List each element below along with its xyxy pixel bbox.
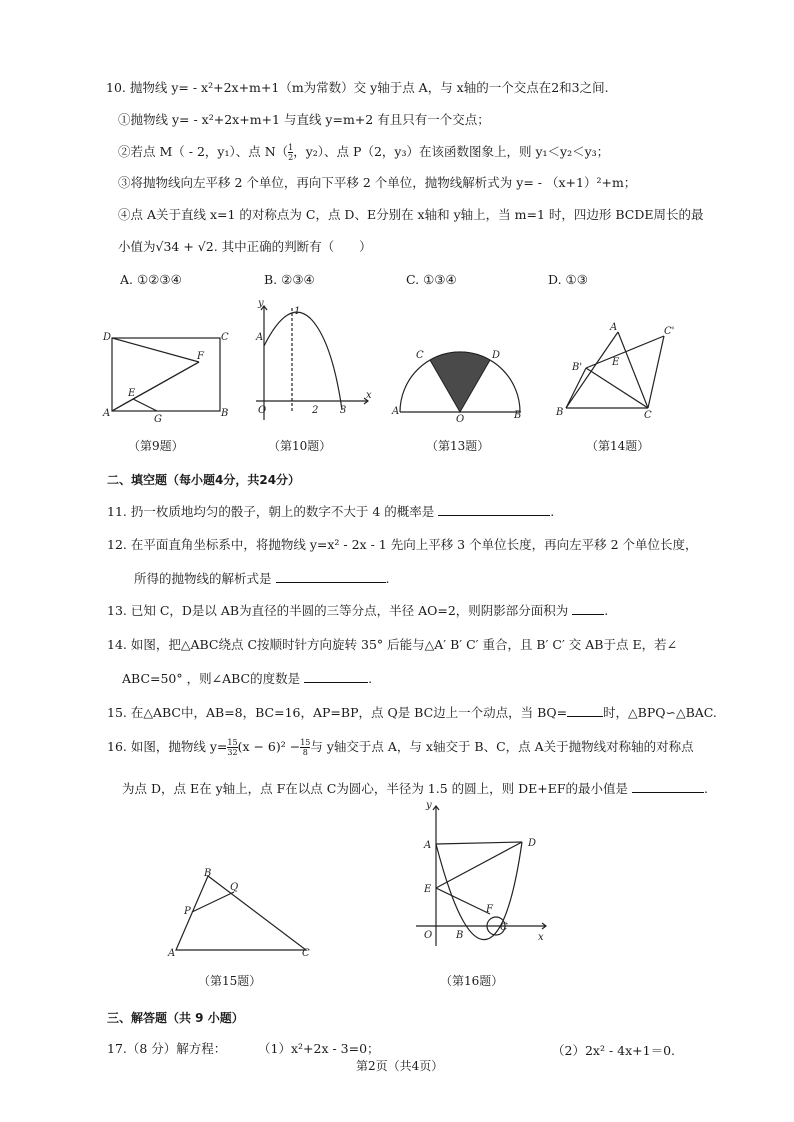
q14-text: ABC=50° ，则∠ABC的度数是 bbox=[122, 671, 301, 686]
caption-fig14: （第14题） bbox=[586, 439, 650, 453]
q16-text-2: (x − 6)² − bbox=[237, 739, 301, 754]
fig16-segment-ed bbox=[436, 842, 522, 888]
fig13-label-d: D bbox=[492, 350, 501, 361]
fig16-segment-ad bbox=[436, 842, 522, 844]
fig10-label-3: 3 bbox=[340, 405, 347, 416]
fig16-segment-ef bbox=[436, 888, 490, 914]
q10-statement-2 bbox=[118, 143, 609, 162]
q12-text: 所得的抛物线的解析式是 bbox=[134, 571, 272, 586]
fig13-label-o: O bbox=[456, 414, 465, 425]
fig14-line-b2c bbox=[586, 368, 648, 408]
fig14-label-b: B bbox=[556, 407, 564, 418]
q10-statement-4-cont: 小值为√34 + √2. 其中正确的判断有（ ） bbox=[118, 239, 372, 254]
fig13-label-a: A bbox=[392, 406, 400, 417]
q13-text: 13. 已知 C，D是以 AB为直径的半圆的三等分点，半径 AO=2，则阴影部分面积为 bbox=[107, 603, 569, 618]
caption-fig9: （第9题） bbox=[128, 439, 184, 453]
option-c: C. ①③④ bbox=[406, 272, 457, 287]
fig10-label-a: A bbox=[256, 332, 264, 343]
q13-answer-blank[interactable] bbox=[572, 602, 604, 615]
q14-line-1: 14. 如图，把△ABC绕点 C按顺时针方向旋转 35° 后能与△A′ B′ C′ 重合，且 B′ C′ 交 AB于点 E，若∠ bbox=[107, 637, 678, 652]
fig9-label-g: G bbox=[154, 414, 162, 425]
fig9-label-b: B bbox=[221, 408, 229, 419]
q17-part-2: （2）2x² - 4x+1＝0. bbox=[552, 1043, 675, 1058]
fig16-label-b: B bbox=[456, 930, 464, 941]
q16-text-1: 16. 如图，抛物线 y= bbox=[107, 739, 228, 754]
fig10-parabola bbox=[264, 312, 342, 410]
q12-line-1: 12. 在平面直角坐标系中，将抛物线 y=x² - 2x - 1 先向上平移 3 个单位长度，再向左平移 2 个单位长度， bbox=[107, 537, 698, 552]
fig10-label-2: 2 bbox=[312, 405, 319, 416]
fig15-label-q: Q bbox=[230, 882, 239, 893]
fig9-label-d: D bbox=[103, 332, 112, 343]
q11-answer-blank[interactable] bbox=[438, 503, 550, 516]
q14-answer-blank[interactable] bbox=[304, 670, 368, 683]
fig16-label-e: E bbox=[424, 884, 432, 895]
q16-text-3: 与 y轴交于点 A，与 x轴交于 B、C，点 A关于抛物线对称轴的对称点 bbox=[310, 739, 694, 754]
fig9-line-ef bbox=[133, 362, 199, 399]
q13: 13. 已知 C，D是以 AB为直径的半圆的三等分点，半径 AO=2，则阴影部分面积为 . bbox=[107, 603, 609, 618]
fig16-label-o: O bbox=[424, 930, 433, 941]
fig13-label-b: B bbox=[514, 410, 522, 421]
fig15-triangle-abc bbox=[176, 876, 306, 950]
fig16-parabola bbox=[436, 842, 522, 940]
section-2-heading: 二、填空题（每小题4分，共24分） bbox=[107, 473, 301, 487]
q16-line-2: 为点 D，点 E在 y轴上，点 F在以点 C为圆心，半径为 1.5 的圆上，则 DE+EF的最小值是 . bbox=[122, 781, 709, 796]
fig13-shaded-region bbox=[430, 352, 490, 412]
q10-statement-4: ④点 A关于直线 x=1 的对称点为 C，点 D、E分别在 x轴和 y轴上，当 m=1 时，四边形 BCDE周长的最 bbox=[118, 207, 704, 222]
fig10-label-o: O bbox=[258, 405, 267, 416]
fig16-label-a: A bbox=[424, 840, 432, 851]
q11-text: 11. 扔一枚质地均匀的骰子，朝上的数字不大于 4 的概率是 bbox=[107, 504, 435, 519]
q12-answer-blank[interactable] bbox=[276, 570, 386, 583]
fig10-label-1: 1 bbox=[294, 306, 301, 317]
fig14-line-b2c2 bbox=[586, 336, 664, 368]
option-a: A. ①②③④ bbox=[120, 272, 182, 287]
q10-stem: 10. 抛物线 y= - x²+2x+m+1（m为常数）交 y轴于点 A，与 x轴的一个交点在2和3之间. bbox=[106, 80, 609, 95]
q15-answer-blank[interactable] bbox=[567, 704, 603, 717]
section-3-heading: 三、解答题（共 9 小题） bbox=[107, 1011, 244, 1025]
fig15-label-c: C bbox=[302, 948, 310, 959]
fig13-label-c: C bbox=[416, 350, 424, 361]
fig9-line-df bbox=[112, 338, 199, 362]
q10-statement-1: ①抛物线 y= - x²+2x+m+1 与直线 y=m+2 有且只有一个交点； bbox=[118, 112, 490, 127]
q17-part-1: （1）x²+2x - 3=0； bbox=[258, 1041, 380, 1056]
q15 bbox=[107, 704, 717, 721]
fig15-label-b: B bbox=[204, 868, 212, 879]
q16-line-1 bbox=[107, 738, 694, 758]
figure-14 bbox=[552, 318, 682, 423]
fig14-line-bb2 bbox=[566, 368, 586, 408]
q15-text-b: 时，△BPQ∽△BAC. bbox=[603, 705, 717, 720]
fig16-label-d: D bbox=[528, 838, 537, 849]
fig15-label-p: P bbox=[184, 906, 191, 917]
fig14-line-cc2 bbox=[648, 336, 664, 408]
figure-10 bbox=[250, 300, 375, 425]
figure-13 bbox=[392, 340, 527, 425]
q10-statement-3: ③将抛物线向左平移 2 个单位，再向下平移 2 个单位，抛物线解析式为 y= - （x+1）²+m； bbox=[118, 175, 637, 190]
fig9-line-ae bbox=[112, 399, 133, 411]
fig14-label-b-prime: B' bbox=[572, 362, 583, 373]
q16-text-4: 为点 D，点 E在 y轴上，点 F在以点 C为圆心，半径为 1.5 的圆上，则 DE+EF的最小值是 bbox=[122, 781, 629, 796]
page-footer: 第2页（共4页） bbox=[356, 1059, 444, 1073]
fig9-label-a: A bbox=[103, 408, 111, 419]
fig9-label-f: F bbox=[197, 351, 204, 362]
q17-heading: 17.（8 分）解方程： bbox=[107, 1041, 227, 1056]
q10-s2-part-b: ，y₂）、点 P（2，y₃）在该函数图象上，则 y₁＜y₂＜y₃； bbox=[293, 144, 610, 159]
option-b: B. ②③④ bbox=[264, 272, 315, 287]
caption-fig16: （第16题） bbox=[440, 974, 504, 988]
fig15-label-a: A bbox=[168, 948, 176, 959]
fig9-label-c: C bbox=[221, 332, 229, 343]
fig16-label-y: y bbox=[426, 800, 432, 811]
q15-text-a: 15. 在△ABC中，AB=8，BC=16，AP=BP，点 Q是 BC边上一个动点，当 BQ= bbox=[107, 705, 568, 720]
caption-fig10: （第10题） bbox=[268, 439, 332, 453]
fig14-label-e: E bbox=[612, 357, 620, 368]
q16-answer-blank[interactable] bbox=[632, 780, 704, 793]
fig15-segment-pq bbox=[192, 892, 234, 912]
fig9-line-eg bbox=[133, 399, 157, 411]
q10-s2-fraction: $\frac{1}{2}$ bbox=[288, 143, 294, 162]
option-d: D. ①③ bbox=[548, 272, 588, 287]
caption-fig13: （第13题） bbox=[426, 439, 490, 453]
fig16-label-c: C bbox=[500, 922, 508, 933]
fig10-label-x: x bbox=[366, 390, 372, 401]
fig9-rectangle bbox=[112, 338, 220, 411]
q10-s2-part-a: ②若点 M（ - 2，y₁）、点 N（ bbox=[118, 144, 289, 159]
fig16-label-x: x bbox=[538, 932, 544, 943]
q16-fraction-2: $\frac{15}{8}$ bbox=[300, 738, 311, 757]
fig10-label-y: y bbox=[258, 298, 264, 309]
q12-line-2: 所得的抛物线的解析式是 . bbox=[134, 571, 390, 586]
q11: 11. 扔一枚质地均匀的骰子，朝上的数字不大于 4 的概率是 . bbox=[107, 504, 555, 519]
fig14-label-c-prime: C' bbox=[664, 326, 675, 337]
caption-fig15: （第15题） bbox=[198, 974, 262, 988]
q14-line-2: ABC=50° ，则∠ABC的度数是 . bbox=[122, 671, 373, 686]
figure-16 bbox=[412, 800, 562, 950]
fig14-label-a: A bbox=[610, 322, 618, 333]
fig9-label-e: E bbox=[128, 388, 136, 399]
fig14-label-c: C bbox=[644, 410, 652, 421]
q16-fraction-1: $\frac{15}{32}$ bbox=[227, 738, 238, 757]
fig16-label-f: F bbox=[486, 904, 493, 915]
figure-15 bbox=[168, 868, 313, 958]
fig14-line-ac bbox=[618, 332, 648, 408]
figure-9 bbox=[100, 328, 230, 423]
